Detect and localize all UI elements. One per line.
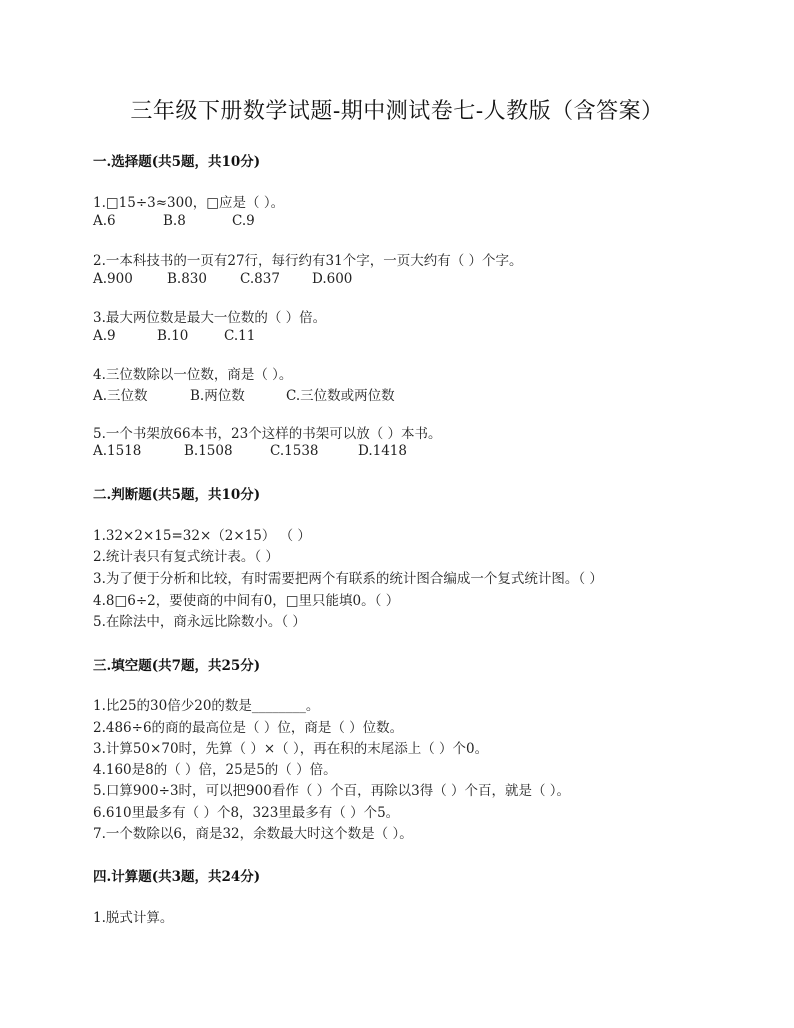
question-text: 3.最大两位数是最大一位数的（ ）倍。 bbox=[93, 310, 327, 326]
option: C.三位数或两位数 bbox=[286, 388, 395, 404]
fill-item: 3.计算50×70时，先算（ ）×（ ），再在积的末尾添上（ ）个0。 bbox=[93, 741, 489, 757]
option: C.1538 bbox=[270, 443, 319, 459]
question-text: 4.三位数除以一位数，商是（ ）。 bbox=[93, 367, 293, 383]
option: B.10 bbox=[157, 328, 189, 344]
option: A.6 bbox=[93, 213, 116, 229]
fill-item: 7.一个数除以6，商是32，余数最大时这个数是（ ）。 bbox=[93, 826, 413, 842]
judgement-item: 2.统计表只有复式统计表。（ ） bbox=[93, 549, 279, 565]
option: C.9 bbox=[232, 213, 255, 229]
option: B.1508 bbox=[184, 443, 233, 459]
option: A.900 bbox=[93, 271, 133, 287]
question-text: 5.一个书架放66本书，23个这样的书架可以放（ ）本书。 bbox=[93, 426, 442, 442]
section-heading-calculation: 四.计算题(共3题，共24分) bbox=[93, 869, 261, 885]
fill-item: 2.486÷6的商的最高位是（ ）位，商是（ ）位数。 bbox=[93, 720, 404, 736]
option: A.9 bbox=[93, 328, 116, 344]
option: B.830 bbox=[167, 271, 207, 287]
judgement-item: 3.为了便于分析和比较，有时需要把两个有联系的统计图合编成一个复式统计图。（ ） bbox=[93, 571, 603, 587]
fill-item: 5.口算900÷3时，可以把900看作（ ）个百，再除以3得（ ）个百，就是（ ）。 bbox=[93, 783, 571, 799]
option: D.600 bbox=[312, 271, 353, 287]
option: A.1518 bbox=[93, 443, 142, 459]
calculation-item: 1.脱式计算。 bbox=[93, 910, 174, 926]
option: B.两位数 bbox=[190, 388, 245, 404]
fill-item: 1.比25的30倍少20的数是________。 bbox=[93, 698, 320, 714]
fill-item: 4.160是8的（ ）倍，25是5的（ ）倍。 bbox=[93, 762, 337, 778]
option: C.11 bbox=[224, 328, 256, 344]
section-heading-fill: 三.填空题(共7题，共25分) bbox=[93, 658, 261, 674]
question-text: 1.□15÷3≈300，□应是（ ）。 bbox=[93, 195, 285, 211]
option: D.1418 bbox=[358, 443, 407, 459]
section-heading-choice: 一.选择题(共5题，共10分) bbox=[93, 154, 261, 170]
section-heading-judgement: 二.判断题(共5题，共10分) bbox=[93, 487, 261, 503]
document-title: 三年级下册数学试题-期中测试卷七-人教版（含答案） bbox=[130, 99, 664, 124]
judgement-item: 5.在除法中，商永远比除数小。（ ） bbox=[93, 614, 306, 630]
judgement-item: 4.8□6÷2，要使商的中间有0，□里只能填0。（ ） bbox=[93, 593, 400, 609]
option: C.837 bbox=[240, 271, 280, 287]
fill-item: 6.610里最多有（ ）个8，323里最多有（ ）个5。 bbox=[93, 805, 400, 821]
judgement-item: 1.32×2×15=32×（2×15） （ ） bbox=[93, 528, 311, 544]
question-text: 2.一本科技书的一页有27行，每行约有31个字，一页大约有（ ）个字。 bbox=[93, 253, 523, 269]
option: A.三位数 bbox=[93, 388, 148, 404]
option: B.8 bbox=[163, 213, 186, 229]
